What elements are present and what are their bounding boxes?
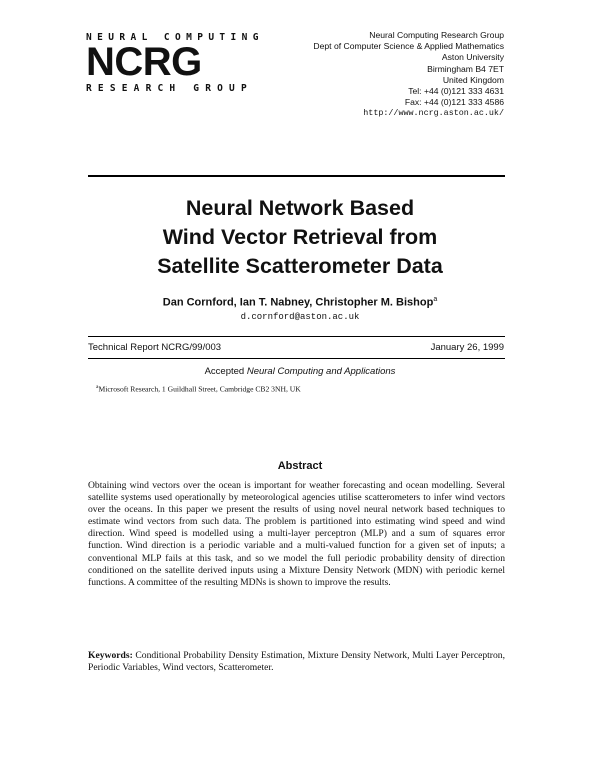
address-block — [313, 30, 504, 120]
acceptance-note — [0, 366, 600, 377]
logo-main-text: NCRG — [86, 40, 202, 84]
journal-name: Neural Computing and Applications — [246, 366, 396, 377]
address-line: Tel: +44 (0)121 333 4631 — [408, 86, 504, 97]
contact-email[interactable]: d.cornford@aston.ac.uk — [240, 312, 360, 322]
keywords-label: Keywords: — [88, 650, 133, 661]
address-line: Birmingham B4 7ET — [427, 63, 504, 74]
footnote-mark: a — [96, 384, 99, 390]
report-number: Technical Report NCRG/99/003 — [88, 342, 222, 353]
report-divider-top — [88, 336, 505, 337]
top-divider — [88, 175, 505, 177]
ncrg-logo — [86, 32, 264, 94]
logo-top-text: NEURAL COMPUTING — [86, 32, 264, 43]
title-line: Neural Network Based — [185, 196, 415, 220]
address-line: Aston University — [441, 52, 504, 63]
title-line: Wind Vector Retrieval from — [162, 225, 438, 249]
keywords-section — [88, 650, 505, 674]
address-line: Neural Computing Research Group — [369, 30, 504, 40]
logo-bottom-text: RESEARCH GROUP — [86, 83, 253, 94]
address-line: Dept of Computer Science & Applied Mathematics — [313, 41, 504, 52]
title-line: Satellite Scatterometer Data — [157, 254, 443, 278]
keywords-text: Conditional Probability Density Estimation, Mixture Density Network, Multi Layer Perceptron, Periodic Variables, Wind vectors, Scatterometer. — [88, 650, 505, 674]
report-divider-bottom — [88, 358, 505, 359]
footnote-text: Microsoft Research, 1 Guildhall Street, Cambridge CB2 3NH, UK — [98, 384, 301, 394]
website-link[interactable]: http://www.ncrg.aston.ac.uk/ — [363, 108, 504, 119]
abstract-body: Obtaining wind vectors over the ocean is important for weather forecasting and ocean modelling. Several satellite systems used operationally by meteorological agencies utilise scatterometers to infer wind vectors over the oceans. In this paper we present the results of using novel neural network based techniques to estimate wind vectors from such data. The problem is partitioned into estimating wind speed and wind direction. Wind speed is modelled using a multi-layer perceptron (MLP) and a sum of squares error function. Wind direction is a periodic variable and a multi-valued function for a given set of inputs; a conventional MLP fails at this task, and so we model the full periodic probability density of direction conditioned on the satellite derived inputs using a Mixture Density Network (MDN) with periodic kernel functions. A committee of the resulting MDNs is shown to improve the results. — [88, 480, 505, 588]
author-names: Dan Cornford, Ian T. Nabney, Christopher M. Bishop — [162, 296, 434, 309]
address-line: United Kingdom — [442, 74, 504, 85]
author-list — [0, 296, 600, 309]
affiliation-mark: a — [433, 296, 438, 303]
affiliation-footnote — [96, 384, 301, 394]
report-date: January 26, 1999 — [430, 342, 504, 353]
paper-title — [0, 194, 600, 281]
abstract-heading: Abstract — [277, 460, 323, 472]
address-line: Fax: +44 (0)121 333 4586 — [404, 97, 504, 108]
accepted-prefix: Accepted — [204, 366, 245, 377]
